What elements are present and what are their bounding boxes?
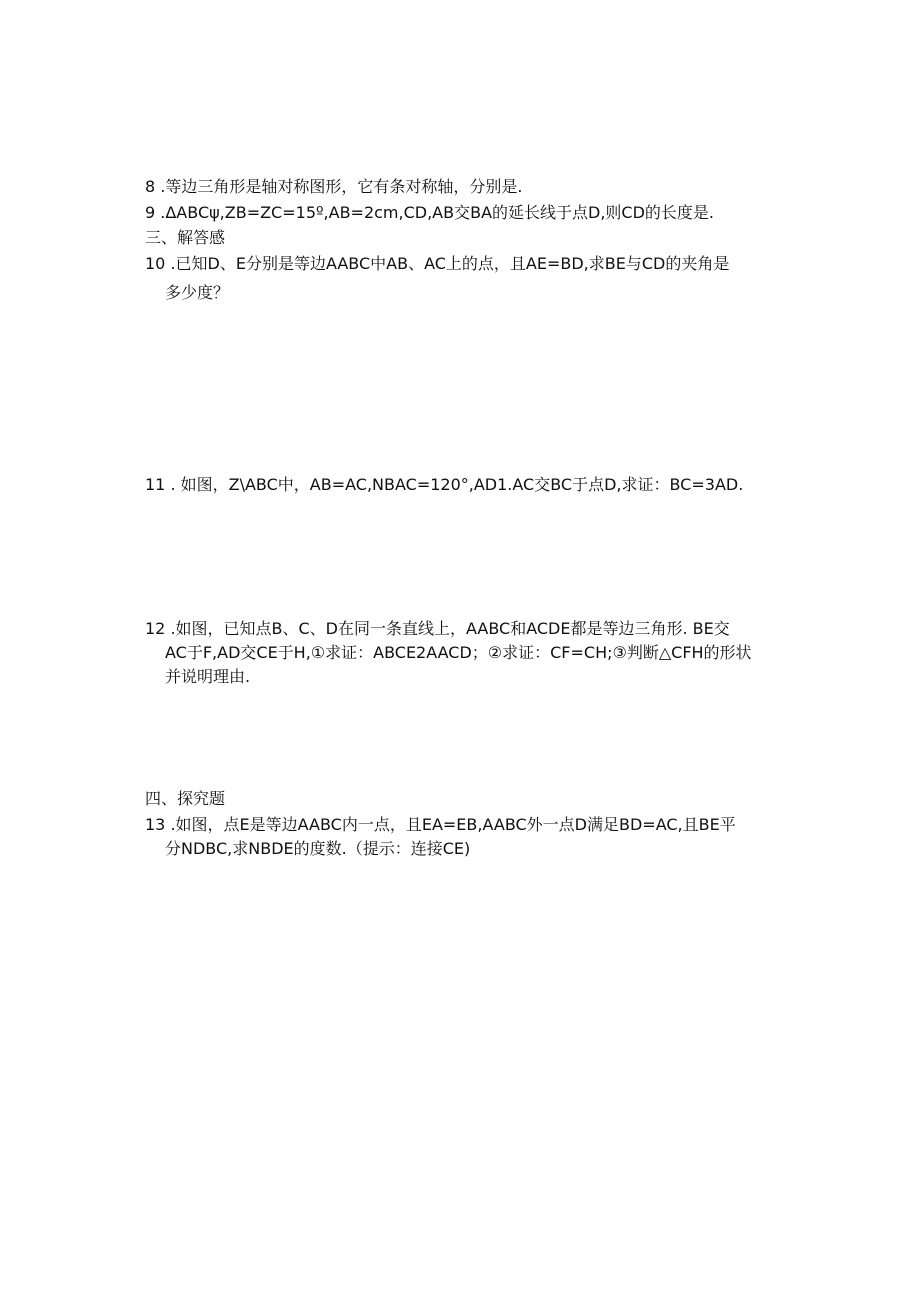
question-8-line: 8 .等边三角形是轴对称图形，它有条对称轴，分别是. — [145, 177, 523, 196]
question-13-line-1: 13 .如图，点E是等边AABC内一点，且EA=EB,AABC外一点D满足BD=AC,且BE平 — [145, 815, 736, 834]
question-11-line: 11 . 如图，Z\ABC中，AB=AC,NBAC=120°,AD1.AC交BC于点D,求证：BC=3AD. — [145, 475, 744, 494]
question-12-line-2: AC于F,AD交CE于H,①求证：ABCE2AACD；②求证：CF=CH;③判断△CFH的形状 — [165, 643, 752, 662]
question-9-line: 9 .ΔABCψ,ZB=ZC=15º,AB=2cm,CD,AB交BA的延长线于点D,则CD的长度是. — [145, 203, 715, 222]
section-heading-solve: 三、解答感 — [145, 228, 226, 247]
question-13-line-2: 分NDBC,求NBDE的度数.（提示：连接CE) — [165, 839, 471, 858]
question-12-line-3: 并说明理由. — [165, 667, 251, 686]
question-10-line-1: 10 .已知D、E分别是等边AABC中AB、AC上的点，且AE=BD,求BE与CD的夹角是 — [145, 254, 730, 273]
section-heading-explore: 四、探究题 — [145, 789, 226, 808]
question-12-line-1: 12 .如图，已知点B、C、D在同一条直线上，AABC和ACDE都是等边三角形. BE交 — [145, 619, 730, 638]
question-10-line-2: 多少度？ — [165, 283, 230, 302]
